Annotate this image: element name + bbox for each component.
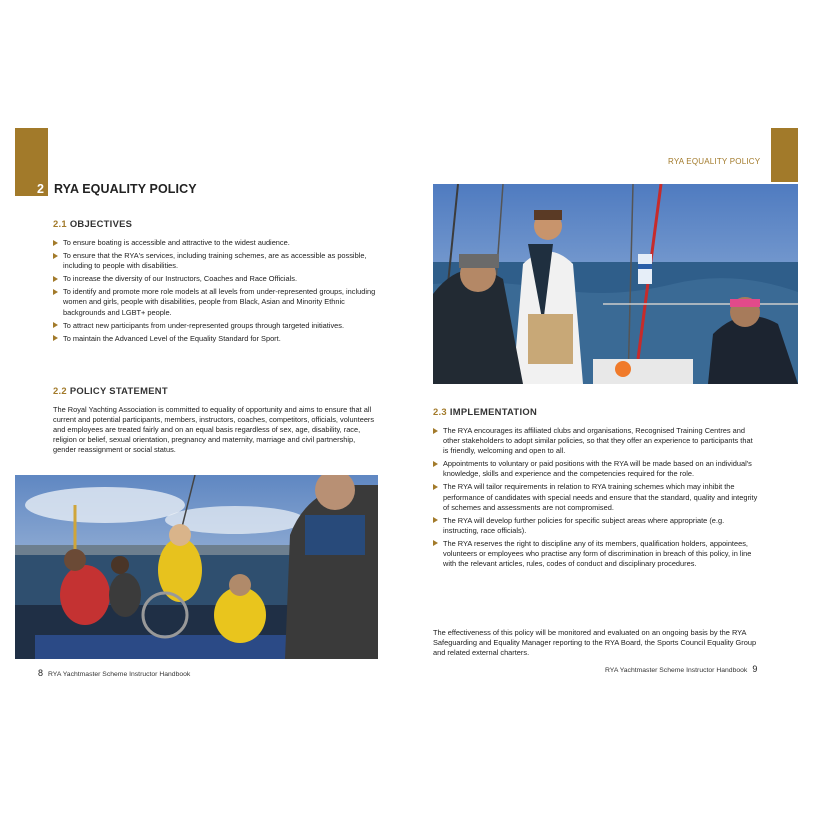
bullet-arrow-icon (433, 540, 438, 546)
running-head: RYA EQUALITY POLICY (668, 157, 761, 166)
objectives-list (53, 238, 383, 347)
chapter-title: RYA EQUALITY POLICY (54, 182, 197, 196)
policy-statement-number: 2.2 (53, 385, 67, 396)
implementation-list (433, 426, 758, 572)
bullet-arrow-icon (53, 240, 58, 246)
list-item: To ensure that the RYA's services, including training schemes, are as accessible as possible, including to people with disabilities. (53, 251, 383, 271)
policy-statement-text: The Royal Yachting Association is committed to equality of opportunity and aims to ensure that all current and potential participants, members, instructors, coaches, competitors, officials, volunteers and employees are treated fairly and on an equal basis regardless of sex, age, disability, race, religion or belief, sexual orientation, pregnancy and maternity, marriage and civil partnership, gender reassignment or social status. (53, 405, 375, 455)
right-footer (605, 664, 762, 674)
list-item: To attract new participants from under-represented groups through targeted initiatives. (53, 321, 383, 331)
bullet-arrow-icon (433, 461, 438, 467)
bullet-arrow-icon (53, 322, 58, 328)
bullet-arrow-icon (53, 335, 58, 341)
list-item: The RYA will develop further policies for specific subject areas where appropriate (e.g. instructing, race officials). (433, 516, 758, 536)
objectives-title: OBJECTIVES (69, 218, 133, 229)
instructor-on-yacht-photo (433, 184, 798, 384)
list-item: Appointments to voluntary or paid positions with the RYA will be made based on an individual's knowledge, skills and experience and the competencies required for the role. (433, 459, 758, 479)
chapter-number: 2 (37, 182, 44, 196)
implementation-heading (433, 406, 537, 417)
bullet-arrow-icon (53, 253, 58, 259)
left-footer (33, 668, 190, 678)
objectives-heading (53, 218, 132, 229)
list-item: The RYA encourages its affiliated clubs and organisations, Recognised Training Centres and other stakeholders to adopt similar policies, so that they offer an experience to participants that is friendly, welcoming and open to all. (433, 426, 758, 456)
implementation-number: 2.3 (433, 406, 447, 417)
list-item: The RYA will tailor requirements in relation to RYA training schemes which may inhibit the performance of candidates with special needs and ensure that the standard, quality and integrity of schemes and assessments are not compromised. (433, 482, 758, 512)
implementation-title: IMPLEMENTATION (449, 406, 538, 417)
list-item: To ensure boating is accessible and attractive to the widest audience. (53, 238, 383, 248)
bullet-arrow-icon (433, 428, 438, 434)
right-page-number: 9 (752, 664, 758, 674)
right-footer-text: RYA Yachtmaster Scheme Instructor Handbook (605, 667, 748, 674)
bullet-arrow-icon (53, 289, 58, 295)
bullet-arrow-icon (433, 517, 438, 523)
bullet-arrow-icon (53, 276, 58, 282)
policy-statement-heading (53, 385, 168, 396)
implementation-closing-text: The effectiveness of this policy will be monitored and evaluated on an ongoing basis by the RYA Safeguarding and Equality Manager reporting to the RYA Board, the Sports Council Equality Group and related external charters. (433, 628, 757, 658)
list-item: To maintain the Advanced Level of the Equality Standard for Sport. (53, 334, 383, 344)
chapter-tab-right (771, 128, 798, 182)
list-item: To increase the diversity of our Instructors, Coaches and Race Officials. (53, 274, 383, 284)
list-item: The RYA reserves the right to discipline any of its members, qualification holders, appointees, volunteers or employees who practise any form of discrimination in breach of this policy, in line with the relevant articles, rules, codes of conduct and disciplinary procedures. (433, 539, 758, 569)
policy-statement-title: POLICY STATEMENT (69, 385, 168, 396)
left-page-number: 8 (38, 668, 44, 678)
list-item: To identify and promote more role models at all levels from under-represented groups, including women and girls, people with disabilities, people from Black, Asian and Minority Ethnic backgrounds and LGBT+ people. (53, 287, 383, 317)
objectives-number: 2.1 (53, 218, 67, 229)
bullet-arrow-icon (433, 484, 438, 490)
crew-on-yacht-photo (15, 475, 378, 659)
left-footer-text: RYA Yachtmaster Scheme Instructor Handbook (48, 671, 191, 678)
